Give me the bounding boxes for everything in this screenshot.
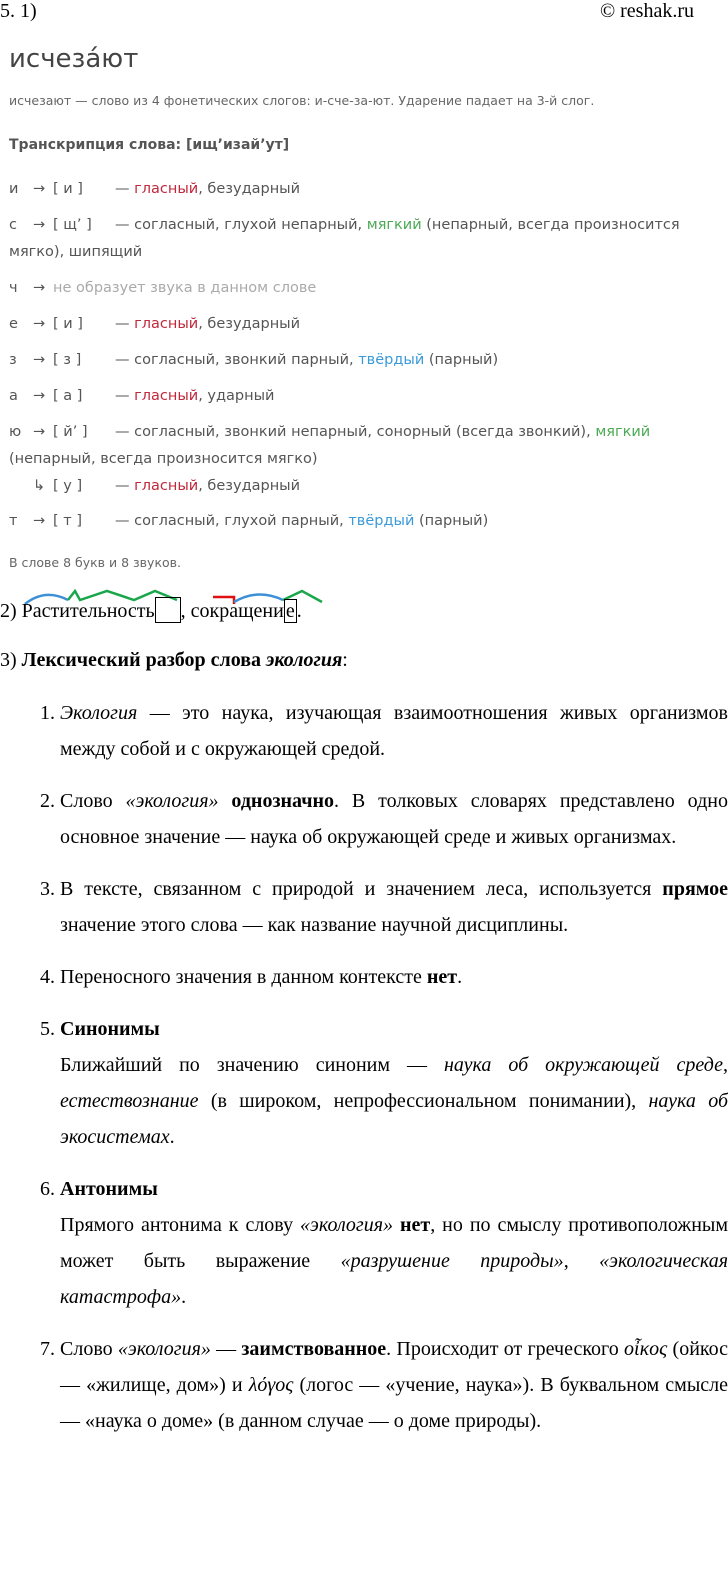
list-item <box>60 959 728 995</box>
text-segment: наука об экосистемах <box>60 1090 728 1148</box>
text-segment: [ т ] <box>53 513 82 529</box>
text-segment: а <box>9 388 18 404</box>
phonetic-row <box>9 275 695 302</box>
morpheme-analysis <box>0 597 302 623</box>
text-segment: Лексический разбор слова <box>21 649 267 671</box>
exercise-number: 5. 1) <box>0 0 37 22</box>
text-segment: [ и ] <box>53 181 83 197</box>
text-segment: Прямого антонима к слову <box>60 1214 301 1236</box>
text-segment: . <box>457 966 463 988</box>
text-segment: — <box>115 181 135 197</box>
text-segment: → <box>33 513 46 529</box>
text-segment: , безударный <box>198 181 301 197</box>
copyright: © reshak.ru <box>599 0 694 22</box>
text-segment: Синонимы <box>60 1018 160 1040</box>
separator: , <box>180 600 191 622</box>
text-segment: экология <box>266 649 343 671</box>
phonetic-row <box>9 212 695 266</box>
text-segment: гласный <box>134 316 199 332</box>
list-item <box>60 695 728 767</box>
text-segment: (непарный, всегда произносится мягко), шипящий <box>9 217 680 260</box>
text-segment: не образует звука в данном слове <box>53 280 317 296</box>
text-segment: ↳ <box>33 478 46 494</box>
transcription: Транскрипция слова: [ищ’изай’ут] <box>9 137 290 153</box>
text-segment: — <box>115 478 135 494</box>
text-segment: , но по смыслу противоположным может быть выражение <box>60 1214 728 1272</box>
phonetic-row <box>9 508 695 535</box>
text-segment: . <box>181 1286 187 1308</box>
text-segment: твёрдый <box>358 352 425 368</box>
text-segment: (парный) <box>424 352 499 368</box>
text-segment: естествознание <box>60 1090 199 1112</box>
text-segment: [ з ] <box>53 352 82 368</box>
text-segment: «экологическая катастрофа» <box>60 1250 728 1308</box>
list-item <box>60 871 728 943</box>
text-segment: (в широком, непрофессиональном понимании), <box>198 1090 649 1112</box>
phonetic-row <box>9 473 695 500</box>
text-segment: Ближайший по значению синоним — <box>60 1054 444 1076</box>
zero-ending-box <box>155 597 181 623</box>
text-segment: заимствованное <box>241 1338 387 1360</box>
list-item <box>60 1331 728 1439</box>
text-segment: 3) <box>0 649 22 671</box>
text-segment: В тексте, связанном с природой и значением леса, используется <box>60 878 663 900</box>
text-segment: — согласный, глухой непарный, <box>115 217 367 233</box>
word-sokrashchenie: сокращени <box>190 600 284 622</box>
lexical-heading <box>0 649 348 672</box>
text-segment: , ударный <box>198 388 275 404</box>
text-segment: Слово <box>60 1338 118 1360</box>
word-title: исчеза́ют <box>9 44 139 74</box>
text-segment: нет <box>399 1214 431 1236</box>
text-segment: → <box>33 352 46 368</box>
text-segment: [ й’ ] <box>53 424 88 440</box>
text-segment: е <box>9 316 18 332</box>
text-segment: → <box>33 280 46 296</box>
list-item <box>60 783 728 855</box>
text-segment: «экология» <box>300 1214 394 1236</box>
text-segment: — <box>210 1338 242 1360</box>
text-segment: [ у ] <box>53 478 83 494</box>
text-segment: — согласный, звонкий парный, <box>115 352 359 368</box>
text-segment: однозначно <box>231 790 335 812</box>
text-segment: мягкий <box>595 424 651 440</box>
text-segment: — согласный, звонкий непарный, сонорный (всегда звонкий), <box>115 424 596 440</box>
text-segment: Слово <box>60 790 126 812</box>
text-segment: λόγος <box>248 1374 294 1396</box>
text-segment: значение этого слова — как название научной дисциплины. <box>60 914 569 936</box>
text-segment: Переносного значения в данном контексте <box>60 966 427 988</box>
text-segment: → <box>33 388 46 404</box>
phonetic-row <box>9 347 695 374</box>
text-segment: [ и ] <box>53 316 83 332</box>
text-segment: «разрушение природы» <box>340 1250 564 1272</box>
text-segment: наука об окружающей среде <box>444 1054 723 1076</box>
text-segment: : <box>342 649 348 671</box>
text-segment: οἶκος <box>624 1338 668 1360</box>
text-segment: , безударный <box>198 478 301 494</box>
text-segment: → <box>33 316 46 332</box>
text-segment: з <box>9 352 17 368</box>
text-segment: (логос — «учение, наука»). В буквальном смысле — «наука о доме» (в данном случае — о доме природы). <box>60 1374 728 1432</box>
phonetic-row <box>9 383 695 410</box>
text-segment: , безударный <box>198 316 301 332</box>
text-segment: [ а ] <box>53 388 83 404</box>
text-segment: → <box>33 181 46 197</box>
text-segment: «экология» <box>117 1338 211 1360</box>
text-segment: . В толковых словарях представлено одно основное значение — наука об окружающей среде и живых организмах. <box>60 790 728 848</box>
text-segment: и <box>9 181 19 197</box>
text-segment: нет <box>426 966 458 988</box>
list-item <box>60 1011 728 1155</box>
lexical-list <box>22 695 728 1455</box>
text-segment: , <box>723 1054 728 1076</box>
list-item <box>60 1171 728 1315</box>
text-segment: . Происходит от греческого <box>386 1338 625 1360</box>
ending-box: е <box>285 600 295 622</box>
text-segment: , <box>563 1250 600 1272</box>
text-segment: — это наука, изучающая взаимоотношения живых организмов между собой и с окружающей средой. <box>60 702 728 760</box>
text-segment: → <box>33 424 46 440</box>
text-segment: — согласный, глухой парный, <box>115 513 349 529</box>
text-segment: т <box>9 513 18 529</box>
text-segment: (ойкос — «жилище, дом») и <box>60 1338 728 1396</box>
text-segment: . <box>169 1126 175 1148</box>
text-segment: твёрдый <box>348 513 415 529</box>
text-segment <box>219 790 232 812</box>
syllable-description: исчезают — слово из 4 фонетических слогов: и-сче-за-ют. Ударение падает на 3-й слог. <box>9 93 595 108</box>
text-segment: (непарный, всегда произносится мягко) <box>9 451 318 467</box>
text-segment: «экология» <box>125 790 219 812</box>
text-segment: с <box>9 217 17 233</box>
text-segment: Антонимы <box>60 1178 158 1200</box>
period: . <box>296 600 302 622</box>
text-segment: мягкий <box>366 217 422 233</box>
text-segment: гласный <box>134 388 199 404</box>
text-segment: → <box>33 217 46 233</box>
task-label: 2) <box>0 600 22 622</box>
text-segment: гласный <box>134 478 199 494</box>
phonetic-row <box>9 419 695 473</box>
word-rastitelnost: Растительность <box>21 600 155 622</box>
phonetic-row <box>9 311 695 338</box>
text-segment: [ щ’ ] <box>53 217 92 233</box>
phonetic-row <box>9 176 695 203</box>
text-segment: ю <box>9 424 22 440</box>
text-segment: — <box>115 316 135 332</box>
text-segment <box>393 1214 400 1236</box>
text-segment: Экология <box>60 702 138 724</box>
text-segment: ч <box>9 280 18 296</box>
letter-count: В слове 8 букв и 8 звуков. <box>9 555 181 570</box>
text-segment: гласный <box>134 181 199 197</box>
text-segment: прямое <box>662 878 728 900</box>
text-segment: — <box>115 388 135 404</box>
text-segment: (парный) <box>414 513 489 529</box>
